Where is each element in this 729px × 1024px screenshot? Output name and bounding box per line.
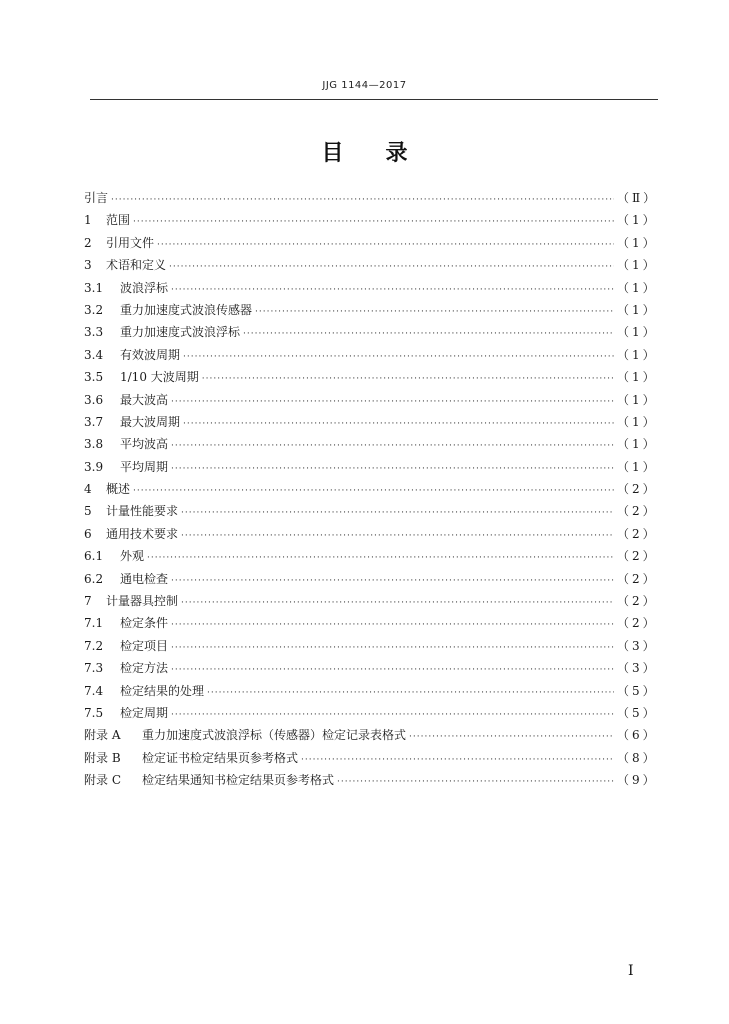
toc-entry-label: 最大波周期 <box>120 414 181 429</box>
toc-entry[interactable] <box>84 747 658 769</box>
toc-entry-page: （6） <box>617 728 658 743</box>
toc-entry-label: 检定结果的处理 <box>120 683 205 698</box>
toc-leader-dots <box>147 547 614 569</box>
toc-entry-number: 6.2 <box>84 571 104 586</box>
toc-entry-label: 通电检查 <box>120 571 169 586</box>
toc-entry-number: 7 <box>84 594 92 609</box>
toc-entry-label: 术语和定义 <box>106 258 167 273</box>
toc-entry-page: （2） <box>617 594 658 609</box>
toc-entry-page: （1） <box>617 459 658 474</box>
toc-entry-page: （2） <box>617 482 658 497</box>
toc-entry-page: （9） <box>617 773 658 788</box>
toc-entry-number: 附录 C <box>84 773 121 788</box>
toc-entry-page: （2） <box>617 616 658 631</box>
toc-leader-dots <box>133 480 614 502</box>
toc-entry[interactable] <box>84 232 658 254</box>
toc-entry-number: 3.2 <box>84 302 104 317</box>
toc-entry-number: 3.5 <box>84 370 104 385</box>
toc-entry-page: （3） <box>617 638 658 653</box>
table-of-contents <box>84 187 659 792</box>
toc-entry-label: 检定结果通知书检定结果页参考格式 <box>142 773 335 788</box>
toc-leader-dots <box>171 458 614 480</box>
toc-entry-number: 3.6 <box>84 392 104 407</box>
toc-entry-page: （5） <box>617 705 658 720</box>
toc-entry-label: 检定方法 <box>120 661 169 676</box>
toc-entry[interactable] <box>84 724 658 746</box>
toc-entry[interactable] <box>84 702 658 724</box>
toc-entry-number: 附录 B <box>84 750 121 765</box>
toc-leader-dots <box>171 435 614 457</box>
toc-entry[interactable] <box>84 568 658 590</box>
toc-entry[interactable] <box>84 478 658 500</box>
toc-entry-number: 7.3 <box>84 661 104 676</box>
toc-entry-number: 3 <box>84 258 92 273</box>
header-rule <box>90 99 658 100</box>
toc-entry[interactable] <box>84 187 659 209</box>
toc-leader-dots <box>169 256 614 278</box>
toc-entry-page: （1） <box>617 302 658 317</box>
toc-entry-label: 平均波高 <box>120 437 169 452</box>
toc-leader-dots <box>207 682 614 704</box>
toc-entry-page: （2） <box>617 571 658 586</box>
toc-entry-label: 计量器具控制 <box>106 594 179 609</box>
toc-entry-label: 1/10 大波周期 <box>120 370 199 385</box>
toc-leader-dots <box>171 659 614 681</box>
page-number: I <box>628 963 634 979</box>
toc-leader-dots <box>181 592 614 614</box>
toc-entry-label: 通用技术要求 <box>106 526 179 541</box>
toc-entry-label: 引用文件 <box>106 235 155 250</box>
toc-entry-label: 平均周期 <box>120 459 169 474</box>
toc-entry-label: 检定周期 <box>120 705 169 720</box>
toc-entry-number: 附录 A <box>84 728 121 743</box>
toc-leader-dots <box>171 391 614 413</box>
page-title <box>0 136 729 167</box>
toc-entry[interactable] <box>84 657 658 679</box>
toc-entry-page: （1） <box>617 235 658 250</box>
title-char-1: 目 <box>321 141 344 166</box>
toc-entry-page: （2） <box>617 504 658 519</box>
toc-leader-dots <box>183 413 614 435</box>
toc-entry-page: （1） <box>617 280 658 295</box>
toc-entry[interactable] <box>84 523 658 545</box>
toc-entry[interactable] <box>84 433 658 455</box>
toc-entry-number: 6.1 <box>84 549 104 564</box>
toc-entry-label: 检定项目 <box>120 638 169 653</box>
toc-entry[interactable] <box>84 209 658 231</box>
toc-entry-number: 3.9 <box>84 459 104 474</box>
toc-entry[interactable] <box>84 612 658 634</box>
toc-leader-dots <box>171 570 614 592</box>
toc-leader-dots <box>181 525 614 547</box>
toc-leader-dots <box>171 704 614 726</box>
toc-entry[interactable] <box>84 366 658 388</box>
toc-entry[interactable] <box>84 680 658 702</box>
toc-entry[interactable] <box>84 254 658 276</box>
toc-entry-page: （3） <box>617 661 658 676</box>
toc-leader-dots <box>181 502 614 524</box>
toc-entry-label: 波浪浮标 <box>120 280 169 295</box>
toc-leader-dots <box>301 749 614 771</box>
toc-entry-number: 7.2 <box>84 638 104 653</box>
toc-entry-label: 有效波周期 <box>120 347 181 362</box>
toc-entry[interactable] <box>84 389 658 411</box>
toc-leader-dots <box>243 323 614 345</box>
toc-entry-label: 最大波高 <box>120 392 169 407</box>
toc-entry-page: （1） <box>617 392 658 407</box>
toc-entry-label: 概述 <box>106 482 131 497</box>
toc-entry-label: 外观 <box>120 549 145 564</box>
toc-leader-dots <box>111 189 614 211</box>
toc-entry-number: 3.4 <box>84 347 104 362</box>
toc-entry-label: 范围 <box>106 213 131 228</box>
toc-entry-page: （2） <box>617 549 658 564</box>
toc-entry-label: 检定条件 <box>120 616 169 631</box>
toc-entry-label: 检定证书检定结果页参考格式 <box>142 750 299 765</box>
toc-entry-label: 重力加速度式波浪浮标（传感器）检定记录表格式 <box>142 728 407 743</box>
toc-entry-number: 6 <box>84 526 92 541</box>
toc-entry-number: 5 <box>84 504 92 519</box>
toc-entry-page: （1） <box>617 325 658 340</box>
toc-leader-dots <box>202 368 614 390</box>
toc-entry[interactable] <box>84 321 658 343</box>
toc-entry-label: 引言 <box>84 191 109 205</box>
toc-entry-number: 3.1 <box>84 280 104 295</box>
toc-entry[interactable] <box>84 344 658 366</box>
toc-leader-dots <box>183 346 614 368</box>
toc-entry[interactable] <box>84 635 658 657</box>
toc-entry-label: 计量性能要求 <box>106 504 179 519</box>
toc-entry-page: （8） <box>617 750 658 765</box>
toc-entry-page: （5） <box>617 683 658 698</box>
document-code: JJG 1144—2017 <box>322 80 407 91</box>
toc-entry-page: （1） <box>617 414 658 429</box>
title-char-2: 录 <box>385 141 408 166</box>
toc-entry-number: 4 <box>84 482 92 497</box>
toc-entry[interactable] <box>84 769 658 791</box>
toc-entry-page: （Ⅱ） <box>617 191 659 205</box>
toc-leader-dots <box>171 614 614 636</box>
toc-entry-number: 7.5 <box>84 705 104 720</box>
toc-entry-number: 2 <box>84 235 92 250</box>
toc-entry[interactable] <box>84 500 658 522</box>
toc-entry[interactable] <box>84 411 658 433</box>
toc-entry[interactable] <box>84 299 658 321</box>
toc-entry-number: 7.4 <box>84 683 104 698</box>
toc-leader-dots <box>171 279 614 301</box>
toc-entry-page: （1） <box>617 258 658 273</box>
toc-leader-dots <box>255 301 614 323</box>
toc-entry-label: 重力加速度式波浪传感器 <box>120 302 253 317</box>
toc-entry-number: 3.8 <box>84 437 104 452</box>
toc-entry-number: 3.7 <box>84 414 104 429</box>
toc-entry-label: 重力加速度式波浪浮标 <box>120 325 241 340</box>
toc-entry[interactable] <box>84 277 658 299</box>
toc-entry[interactable] <box>84 545 658 567</box>
toc-entry-number: 3.3 <box>84 325 104 340</box>
toc-leader-dots <box>171 637 614 659</box>
toc-entry[interactable] <box>84 456 658 478</box>
toc-entry-page: （1） <box>617 347 658 362</box>
toc-leader-dots <box>337 771 614 793</box>
toc-leader-dots <box>409 726 614 748</box>
toc-entry-page: （2） <box>617 526 658 541</box>
toc-entry-page: （1） <box>617 437 658 452</box>
toc-entry-page: （1） <box>617 370 658 385</box>
toc-entry[interactable] <box>84 590 658 612</box>
toc-entry-page: （1） <box>617 213 658 228</box>
toc-entry-number: 7.1 <box>84 616 104 631</box>
toc-entry-number: 1 <box>84 213 92 228</box>
toc-leader-dots <box>133 211 614 233</box>
toc-leader-dots <box>157 234 614 256</box>
